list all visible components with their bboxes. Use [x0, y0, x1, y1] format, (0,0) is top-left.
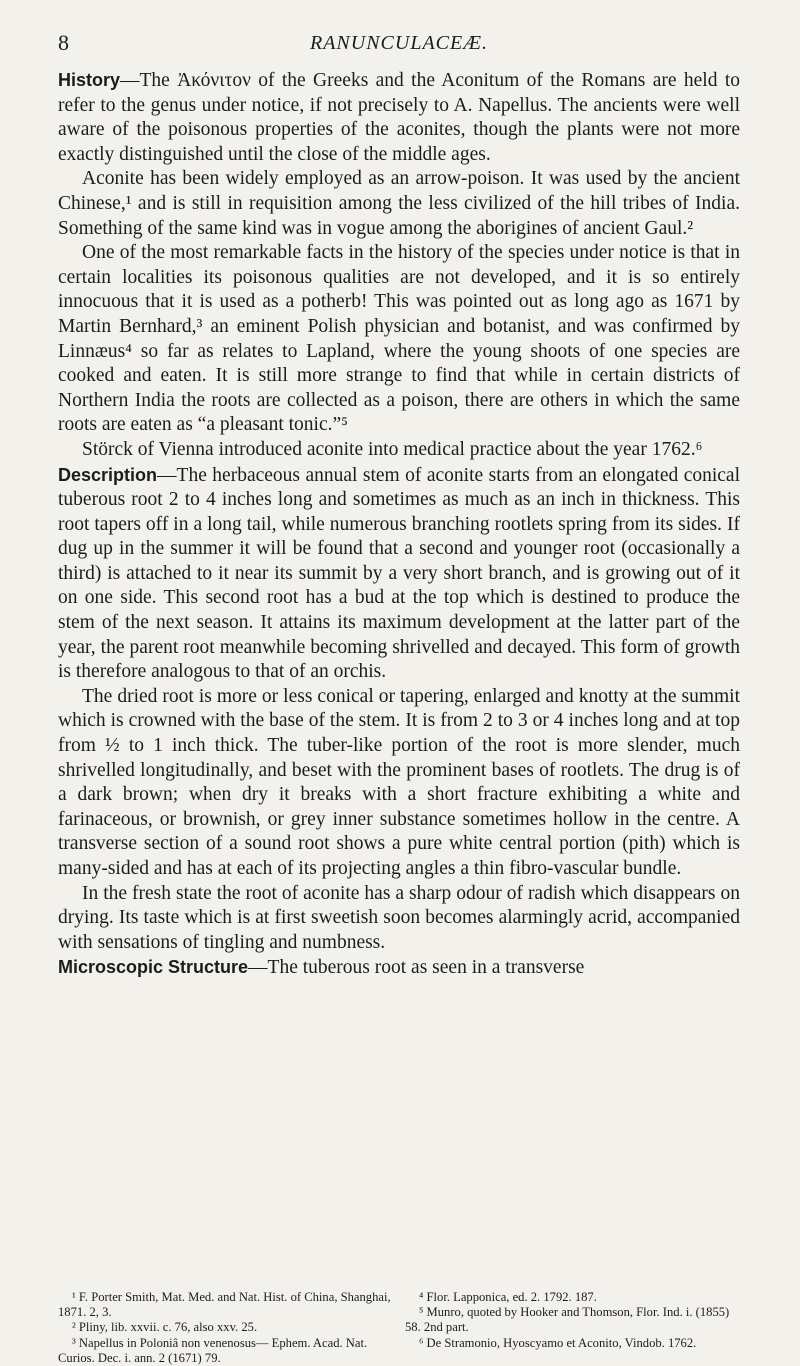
history-paragraph-1: [58, 68, 740, 167]
history-text-1: —The Ἀκόνιτον of the Greeks and the Aconitum of the Romans are held to refer to the genus under notice, if not precisely to A. Napellus. The ancients were well aware of the poisonous properties of the aconites, though the plants were not more exactly distinguished until the close of the middle ages.: [58, 70, 740, 165]
history-paragraph-4: Störck of Vienna introduced aconite into medical practice about the year 1762.⁶: [82, 438, 703, 460]
footnotes: [58, 1290, 740, 1366]
body-text: [58, 68, 740, 981]
description-paragraph-2: The dried root is more or less conical or tapering, enlarged and knotty at the summit which is crowned with the base of the stem. It is from 2 to 3 or 4 inches long and at top from ½ to 1 inch thick. The tuber-like portion of the root is more slender, much shrivelled longitudinally, and beset with the prominent bases of rootlets. The drug is of a dark brown; when dry it breaks with a short fracture exhibiting a white and farinaceous, or brownish, or grey inner substance sometimes hollow in the centre. A transverse section of a sound root shows a pure white central portion (pith) which is many-sided and has at each of its projecting angles a thin fibro-vascular bundle.: [58, 685, 740, 879]
microscopic-heading: Microscopic Structure: [58, 957, 249, 978]
history-heading: History: [58, 70, 121, 90]
description-text-1: —The herbaceous annual stem of aconite starts from an elongated conical tuberous root 2 to 4 inches long and sometimes as much as an inch in thickness. This root tapers off in a long tail, while numerous branching rootlets spring from its sides. If dug up in the summer it will be found that a second and younger root (occasionally a third) is attached to it near its summit by a very short branch, and is growing out of it on one side. This second root has a bud at the top which is destined to produce the stem of the next season. It attains its maximum development at the latter part of the year, the parent root meanwhile becoming shrivelled and decayed. This form of growth is therefore analogous to that of an orchis.: [58, 464, 740, 683]
microscopic-paragraph-1: [58, 955, 740, 981]
footnotes-right-column: [405, 1290, 740, 1366]
footnote-4: ⁴ Flor. Lapponica, ed. 2. 1792. 187.: [419, 1290, 597, 1304]
footnote-6: ⁶ De Stramonio, Hyoscyamo et Aconito, Vindob. 1762.: [419, 1335, 697, 1350]
page-header: [58, 30, 740, 60]
description-heading: Description: [58, 464, 158, 485]
footnote-1: ¹ F. Porter Smith, Mat. Med. and Nat. Hist. of China, Shanghai, 1871. 2, 3.: [58, 1290, 391, 1320]
microscopic-text-1: —The tuberous root as seen in a transverse: [248, 957, 585, 979]
footnote-5: ⁵ Munro, quoted by Hooker and Thomson, Flor. Ind. i. (1855) 58. 2nd part.: [405, 1305, 730, 1335]
running-head: RANUNCULACEÆ.: [309, 32, 489, 54]
footnote-3: ³ Napellus in Poloniâ non venenosus— Ephem. Acad. Nat. Curios. Dec. i. ann. 2 (1671) 79.: [58, 1335, 368, 1365]
page-number: 8: [58, 30, 69, 55]
history-paragraph-3: One of the most remarkable facts in the history of the species under notice is that in certain localities its poisonous qualities are not developed, and it is so entirely innocuous that it is used as a potherb! This was pointed out as long ago as 1671 by Martin Bernhard,³ an eminent Polish physician and botanist, and was confirmed by Linnæus⁴ so far as relates to Lapland, where the young shoots of one species are cooked and eaten. It is still more strange to find that while in certain districts of Northern India the roots are collected as a poison, there are others in which the same roots are eaten as “a pleasant tonic.”⁵: [58, 242, 740, 436]
description-paragraph-3: In the fresh state the root of aconite has a sharp odour of radish which disappears on drying. Its taste which is at first sweetish soon becomes alarmingly acrid, accompanied with sensations of tingling and numbness.: [58, 882, 740, 953]
footnotes-left-column: [58, 1290, 393, 1366]
footnote-2: ² Pliny, lib. xxvii. c. 76, also xxv. 25.: [72, 1320, 258, 1335]
history-paragraph-2: Aconite has been widely employed as an arrow-poison. It was used by the ancient Chinese,¹ and is still in requisition among the less civilized of the hill tribes of India. Something of the same kind was in vogue among the aborigines of ancient Gaul.²: [58, 168, 740, 239]
description-paragraph-1: [58, 463, 740, 685]
